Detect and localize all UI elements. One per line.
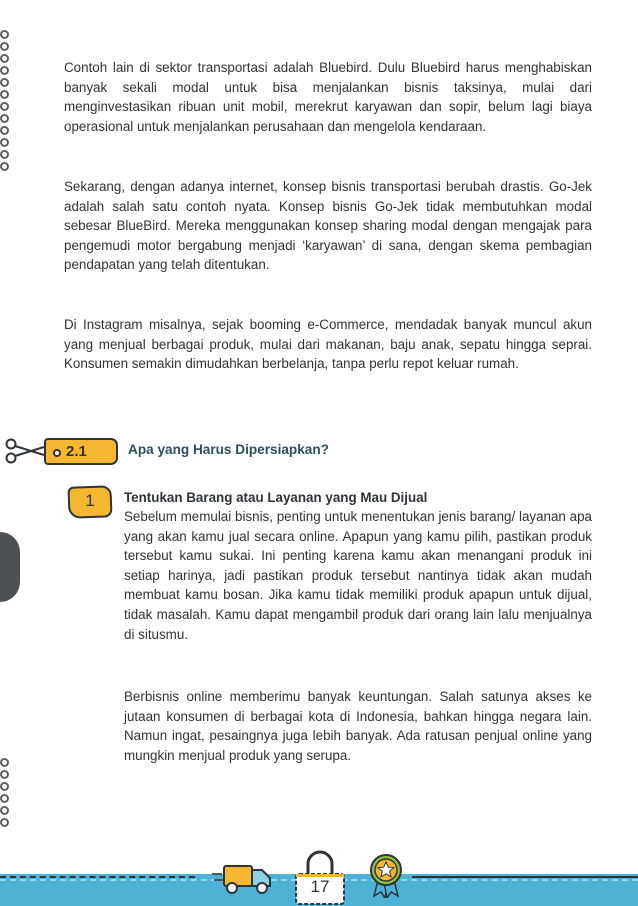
star-medal-icon	[366, 852, 406, 898]
paragraph-gojek: Sekarang, dengan adanya internet, konsep bisnis transportasi berubah drastis. Go-Jek adalah salah satu contoh nyata. Konsep bisnis Go-Jek tidak membutuhkan modal sebesar BlueBird. Mereka menggunakan konsep sharing modal dengan mengajak para pengemudi motor bergabung menjadi ‘karyawan’ di sana, dengan skema pembagian pendapatan yang telah ditentukan.	[64, 179, 592, 273]
section-header	[0, 430, 638, 470]
scissors-icon	[4, 438, 46, 464]
paragraph-instagram: Di Instagram misalnya, sejak booming e-Commerce, mendadak banyak muncul akun yang menjual berbagai produk, mulai dari makanan, baju anak, sepatu hingga seprai. Konsumen semakin dimudahkan berbelanja, tanpa perlu repot keluar rumah.	[64, 317, 592, 372]
tag-hole	[53, 449, 61, 457]
item-paragraph-2: Berbisnis online memberimu banyak keuntungan. Salah satunya akses ke jutaan konsumen di berbagai kota di Indonesia, bahkan hingga negara lain. Namun ingat, pesaingnya juga lebih banyak. Ada ratusan penjual online yang mungkin menjual produk yang serupa.	[124, 689, 592, 763]
item-number-badge	[68, 486, 112, 518]
item-number: 1	[85, 491, 95, 510]
binder-spiral-bottom	[0, 758, 10, 830]
section-number-tag	[44, 438, 118, 465]
section-number: 2.1	[66, 443, 87, 460]
item-heading: Tentukan Barang atau Layanan yang Mau Dijual	[124, 490, 428, 505]
page-footer	[0, 848, 638, 906]
section-title: Apa yang Harus Dipersiapkan?	[128, 442, 329, 457]
item-paragraph-1: Sebelum memulai bisnis, penting untuk menentukan jenis barang/ layanan apa yang akan kamu jual secara online. Apapun yang kamu pilih, pastikan produk tersebut kamu sukai. Ini penting karena kamu akan menangani produk ini setiap harinya, jadi pastikan produk tersebut nantinya tidak akan mudah membuat kamu bosan. Jika kamu tidak memiliki produk apapun untuk dijual, tidak masalah. Kamu dapat mengambil produk dari orang lain lalu menjualnya di situsmu.	[124, 509, 592, 642]
binder-spiral-top	[0, 30, 10, 174]
page-edge-tab	[0, 532, 20, 602]
paragraph-bluebird: Contoh lain di sektor transportasi adalah Bluebird. Dulu Bluebird harus menghabiskan banyak sekali modal untuk bisa menjalankan bisnis taksinya, mulai dari menginvestasikan ribuan unit mobil, merekrut karyawan dan sopir, belum lagi biaya operasional untuk menjalankan perusahaan dan mengelola kendaraan.	[64, 60, 592, 134]
truck-icon	[212, 856, 278, 900]
page-number: 17	[310, 877, 330, 896]
